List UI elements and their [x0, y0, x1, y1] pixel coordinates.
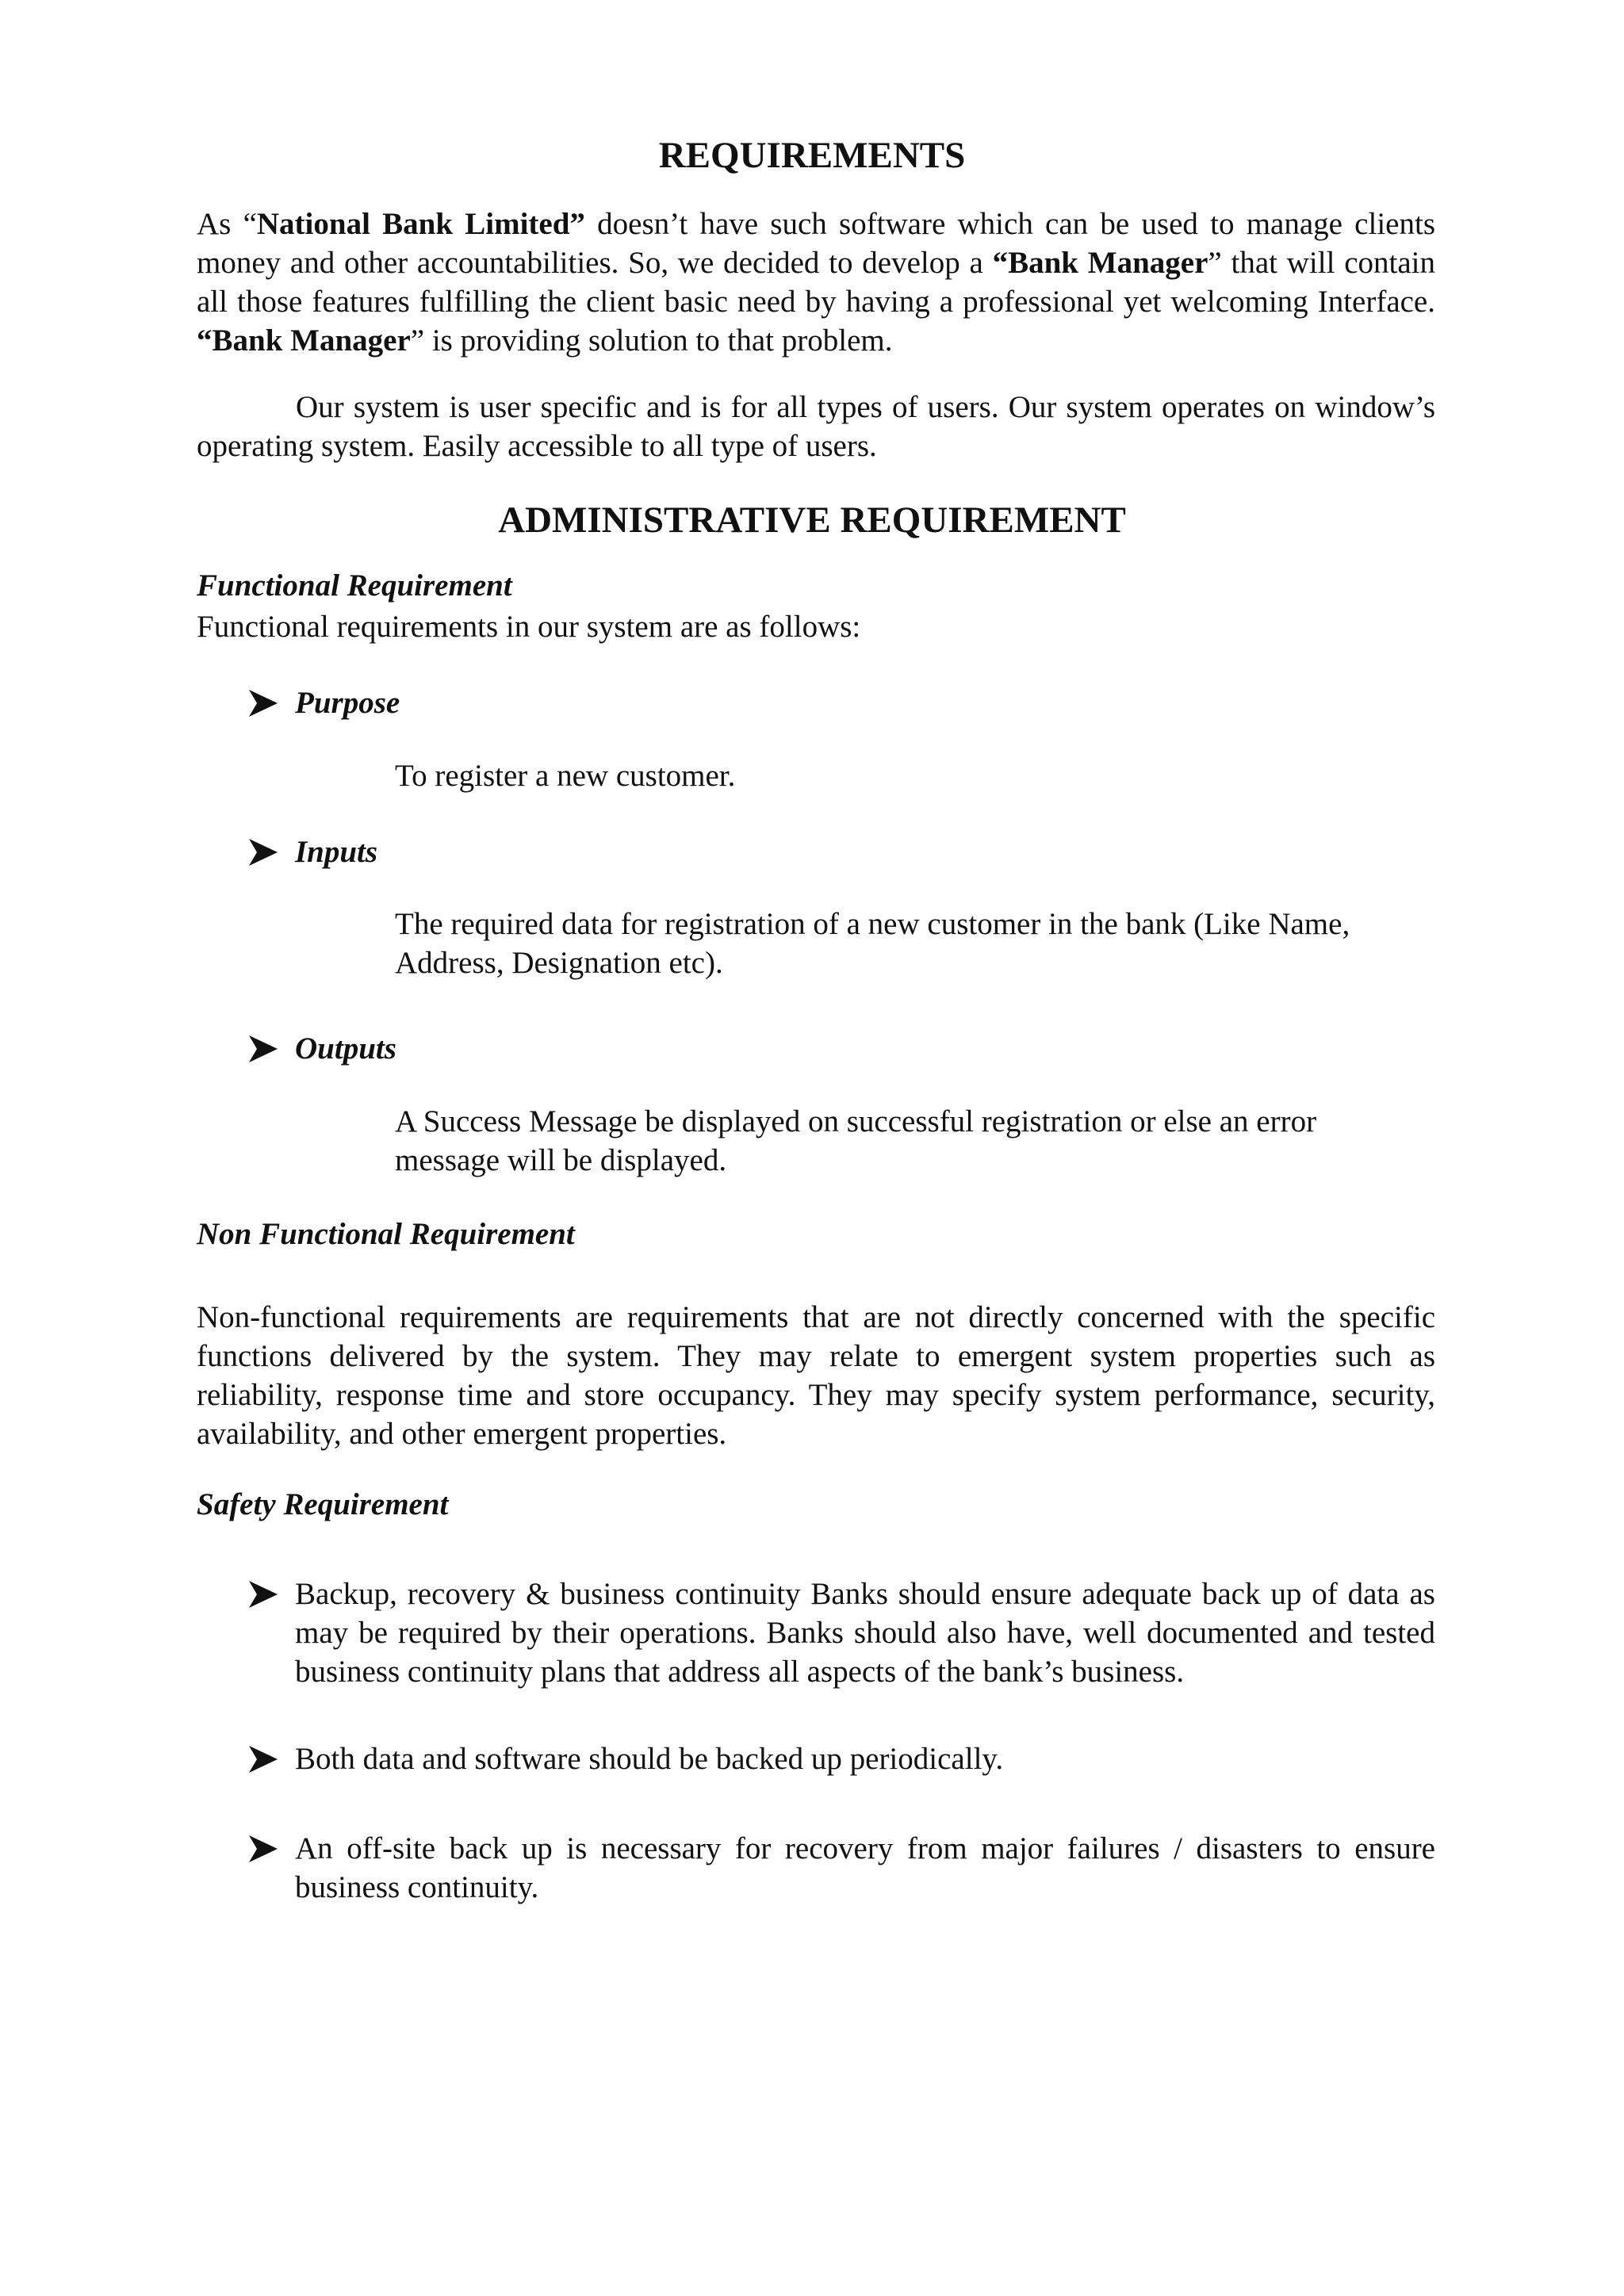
intro-text-4: ” is providing solution to that problem.: [410, 323, 893, 358]
arrowhead-bullet-icon: [247, 1739, 295, 1778]
safety-item: [247, 1575, 1435, 1691]
system-paragraph: Our system is user specific and is for all types of users. Our system operates on window’s operating system. Easily accessible to all type of users.: [197, 390, 1435, 463]
admin-heading: ADMINISTRATIVE REQUIREMENT: [498, 499, 1126, 541]
intro-paragraph: [197, 205, 1435, 360]
purpose-text: To register a new customer.: [395, 759, 736, 793]
outputs-label: Outputs: [295, 1031, 396, 1066]
intro-text-3: ” that will contain all those features fulfilling the client basic need by having a professional yet welcoming Interface.: [197, 246, 1435, 319]
safety-item: [247, 1739, 1435, 1778]
arrowhead-bullet-icon: [247, 683, 295, 722]
product-name: “Bank Manager: [992, 246, 1208, 280]
functional-lead: Functional requirements in our system are as follows:: [197, 610, 861, 644]
non-functional-heading: Non Functional Requirement: [197, 1217, 575, 1251]
bullet-outputs: [247, 1029, 396, 1068]
inputs-label: Inputs: [295, 835, 378, 869]
safety-heading: Safety Requirement: [197, 1487, 449, 1521]
safety-item-text: Both data and software should be backed up periodically.: [295, 1742, 1004, 1776]
bullet-purpose: [247, 683, 400, 722]
bank-name: National Bank Limited”: [256, 207, 585, 241]
arrowhead-bullet-icon: [247, 1829, 295, 1868]
outputs-text: A Success Message be displayed on successful registration or else an error message will be displayed.: [395, 1104, 1317, 1177]
arrowhead-bullet-icon: [247, 1029, 295, 1068]
bullet-inputs: [247, 832, 377, 871]
inputs-text: The required data for registration of a new customer in the bank (Like Name, Address, Designation etc).: [395, 907, 1350, 980]
non-functional-text: Non-functional requirements are requirements that are not directly concerned with the specific functions delivered by the system. They may relate to emergent system properties such as reliability, response time and store occupancy. They may specify system performance, security, availability, and other emergent properties.: [197, 1300, 1435, 1451]
functional-heading: Functional Requirement: [197, 568, 512, 603]
product-name-2: “Bank Manager: [197, 323, 411, 358]
safety-item-text: Backup, recovery & business continuity Banks should ensure adequate back up of data as may be required by their operations. Banks should also have, well documented and tested business continuity plans that address all aspects of the bank’s business.: [295, 1577, 1435, 1689]
arrowhead-bullet-icon: [247, 1575, 295, 1613]
intro-text-1: As “: [197, 207, 257, 241]
safety-item: [247, 1829, 1435, 1907]
purpose-label: Purpose: [295, 686, 400, 720]
intro-text-2: doesn’t have such software which can be used to manage clients money and other accountabilities. So, we decided to develop a: [197, 207, 1435, 280]
safety-item-text: An off-site back up is necessary for recovery from major failures / disasters to ensure business continuity.: [295, 1831, 1435, 1904]
page-title: REQUIREMENTS: [658, 135, 966, 176]
arrowhead-bullet-icon: [247, 832, 295, 871]
